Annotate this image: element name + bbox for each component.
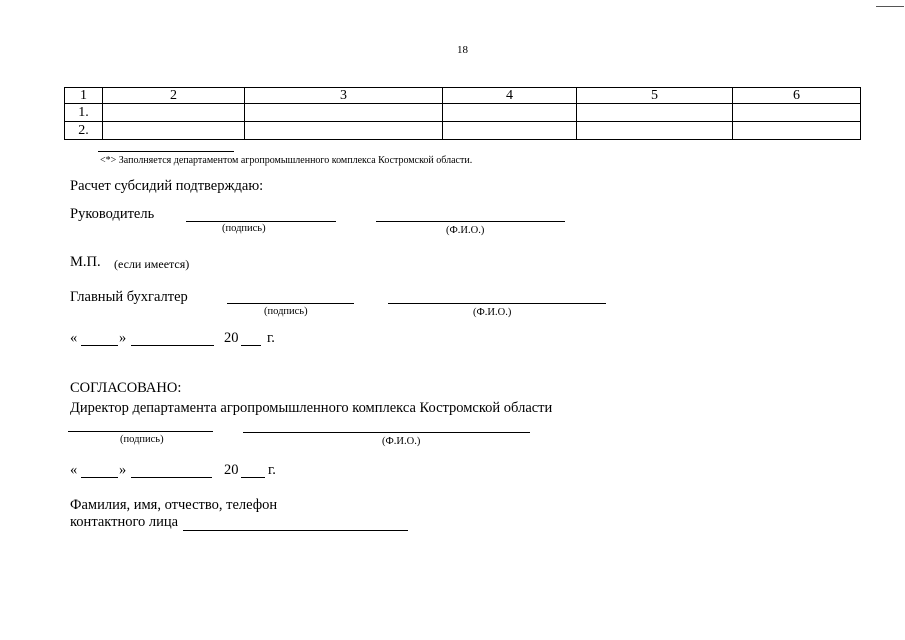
table-header-cell: 6 [733,88,861,104]
director-label: Руководитель [70,206,155,222]
accountant-signature-caption: (подпись) [264,306,308,317]
table-cell [443,104,577,122]
accountant-name-line [388,303,606,304]
date-month-line [131,345,214,346]
agreed-title: СОГЛАСОВАНО: [70,380,182,396]
agreed-position: Директор департамента агропромышленного комплекса Костромской области [70,400,553,416]
table-cell: 2. [65,122,103,140]
table-header-cell: 4 [443,88,577,104]
director-name-caption: (Ф.И.О.) [446,225,485,236]
table-header-cell: 2 [103,88,245,104]
table-row [65,104,861,122]
table-row [65,122,861,140]
table-cell [103,122,245,140]
director-name-line [376,221,565,222]
date2-year-prefix: 20 [224,462,239,478]
date-day-line [81,345,118,346]
date-year-line [241,345,261,346]
date2-day-line [81,477,118,478]
table-cell [245,104,443,122]
table-cell: 1. [65,104,103,122]
date-open-quote: « [70,330,78,346]
page-number: 18 [457,44,468,56]
footnote: <*> Заполняется департаментом агропромышленного комплекса Костромской области. [100,155,473,166]
director-signature-line [186,221,336,222]
contact-line1: Фамилия, имя, отчество, телефон [70,497,278,513]
agreed-signature-caption: (подпись) [120,434,164,445]
page-edge-mark [876,6,904,7]
table-header-cell: 1 [65,88,103,104]
date-year-suffix: г. [267,330,275,346]
table-header-cell: 3 [245,88,443,104]
table-cell [443,122,577,140]
director-signature-caption: (подпись) [222,223,266,234]
footnote-separator [98,151,234,152]
contact-line [183,530,408,531]
date2-year-line [241,477,265,478]
table-header-row [65,88,861,104]
accountant-signature-line [227,303,354,304]
stamp-label: М.П. [70,254,101,270]
accountant-label: Главный бухгалтер [70,289,188,305]
table-cell [103,104,245,122]
agreed-name-caption: (Ф.И.О.) [382,436,421,447]
table-header-cell: 5 [577,88,733,104]
confirm-title: Расчет субсидий подтверждаю: [70,178,264,194]
accountant-name-caption: (Ф.И.О.) [473,307,512,318]
date-year-prefix: 20 [224,330,239,346]
date-close-quote: » [119,330,127,346]
table-cell [733,104,861,122]
agreed-name-line [243,432,530,433]
data-table [64,87,861,140]
date2-year-suffix: г. [268,462,276,478]
contact-line2: контактного лица [70,514,179,530]
table-cell [733,122,861,140]
date2-month-line [131,477,212,478]
table-cell [577,104,733,122]
agreed-signature-line [68,431,213,432]
table-cell [245,122,443,140]
stamp-note: (если имеется) [114,257,190,271]
date2-open-quote: « [70,462,78,478]
date2-close-quote: » [119,462,127,478]
table-cell [577,122,733,140]
